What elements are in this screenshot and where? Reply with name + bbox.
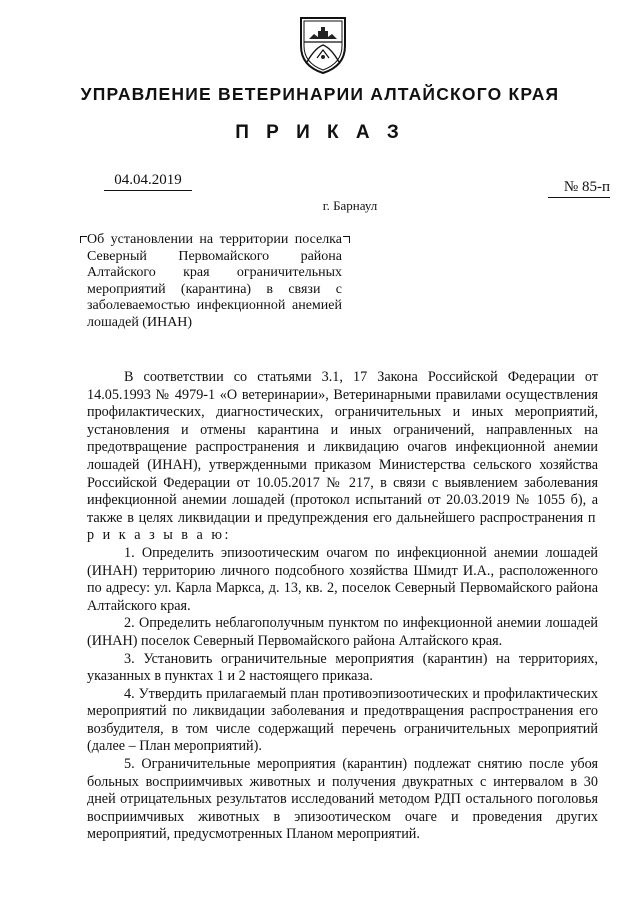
order-item-1: 1. Определить эпизоотическим очагом по инфекционной анемии лошадей (ИНАН) территорию личного подсобного хозяйства Шмидт И.А., расположенного по адресу: ул. Карла Маркса, д. 13, кв. 2, поселок Северный Первомайского района Алтайского края. (87, 544, 598, 614)
subject-corner-left (80, 236, 87, 243)
document-city: г. Барнаул (322, 198, 378, 213)
subject-corner-right (343, 236, 350, 243)
order-item-5: 5. Ограничительные мероприятия (карантин) подлежат снятию после убоя больных восприимчивых животных и получения двукратных с интервалом в 30 дней отрицательных результатов исследований методом РДП остального поголовья восприимчивых животных в эпизоотическом очаге и проведения других мероприятий, предусмотренных Планом мероприятий. (87, 756, 598, 843)
order-subject: Об установлении на территории поселка Северный Первомайского района Алтайского края ограничительных мероприятий (карантина) в связи с заболеваемостью инфекционной анемией лошадей (ИНАН) (87, 232, 342, 330)
order-command: п р и к а з ы в а ю: (87, 509, 599, 544)
order-item-3: 3. Установить ограничительные мероприятия (карантин) на территориях, указанных в пунктах 1 и 2 настоящего приказа. (87, 650, 598, 685)
order-item-4: 4. Утвердить прилагаемый план противоэпизоотических и профилактических мероприятий по ликвидации заболевания и предотвращения распространения его возбудителя, в том числе содержащий перечень ограничительных мероприятий (далее – План мероприятий). (87, 685, 598, 755)
coat-of-arms-icon (295, 12, 351, 76)
order-item-2: 2. Определить неблагополучным пунктом по инфекционной анемии лошадей (ИНАН) поселок Северный Первомайского района Алтайского края. (87, 615, 598, 649)
organization-title: УПРАВЛЕНИЕ ВЕТЕРИНАРИИ АЛТАЙСКОГО КРАЯ (80, 84, 560, 104)
document-type: П Р И К А З (235, 122, 405, 143)
document-number: № 85-п (548, 179, 610, 198)
document-date: 04.04.2019 (104, 172, 192, 191)
preamble-text: В соответствии со статьями 3.1, 17 Закона Российской Федерации от 14.05.1993 № 4979-1 «О ветеринарии», Ветеринарными правилами осуществления профилактических, диагностических, ограничительных и иных мероприятий, установления и отмены карантина и иных ограничений, направленных на предотвращение распространения и ликвидацию очагов инфекционной анемии лошадей (ИНАН), утвержденными приказом Министерства сельского хозяйства Российской Федерации от 10.05.2017 № 217, в связи с выявлением заболевания инфекционной анемии лошадей (протокол испытаний от 20.03.2019 № 1055 б), а также в целях ликвидации и предупреждения его дальнейшего распространения (87, 369, 598, 526)
order-body (87, 369, 598, 844)
preamble-paragraph (87, 369, 598, 545)
